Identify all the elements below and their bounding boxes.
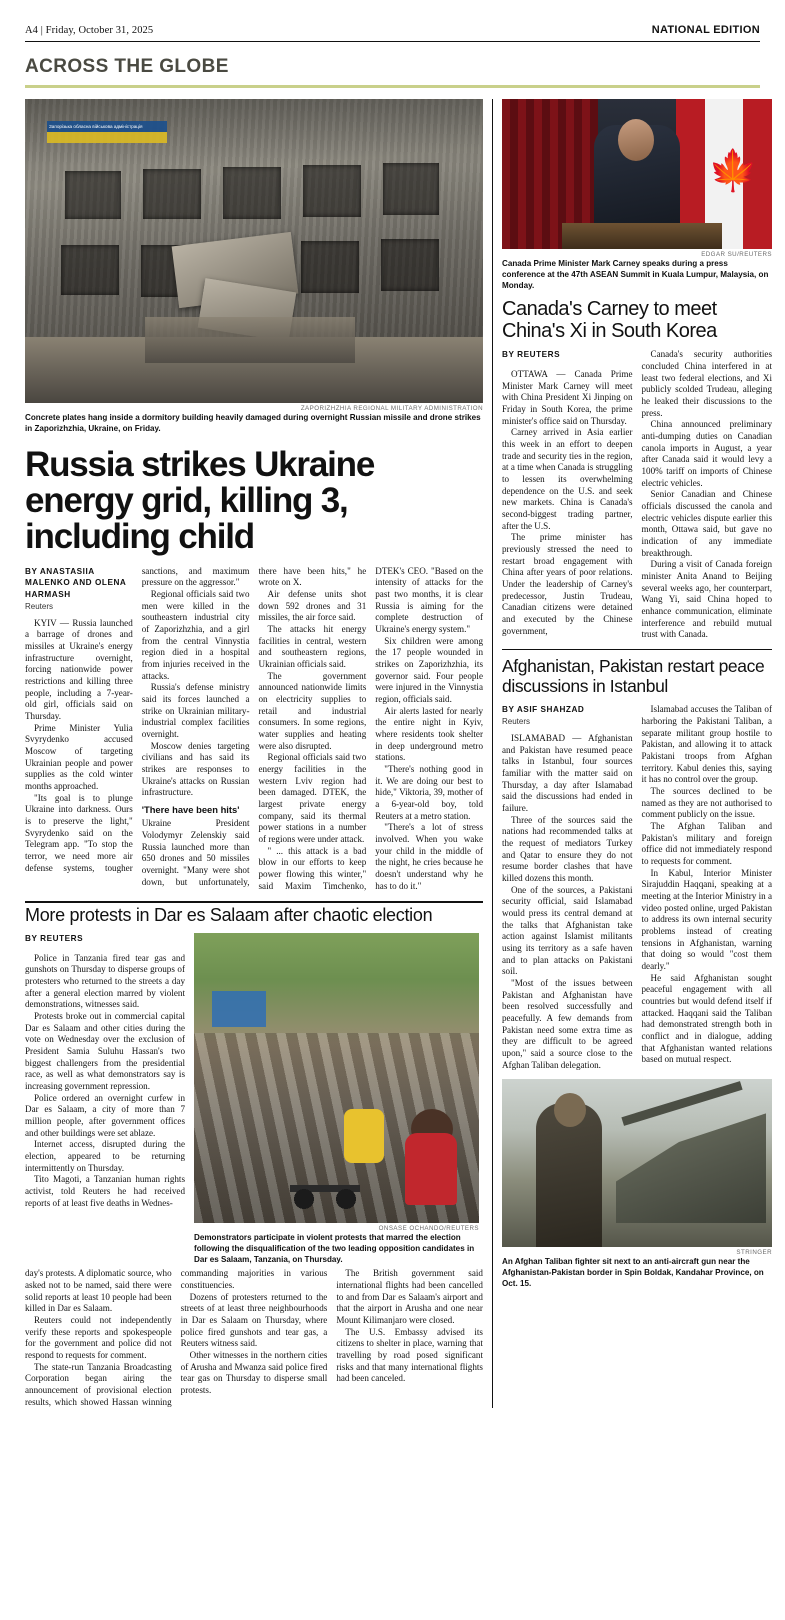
photo-caption: Canada Prime Minister Mark Carney speaks during a press conference at the 47th ASEAN Summit in Kuala Lumpur, Malaysia, on Monday. <box>502 259 769 290</box>
paragraph: Prime Minister Yulia Svyrydenko accused Moscow of targeting Ukrainian people and power supplies as the cold winter months approached. <box>25 722 133 791</box>
paragraph: Protests broke out in commercial capital Dar es Salaam and other cities during the vote on Wednesday over the exclusion of President Samia Suluhu Hassan's two biggest challengers from the presidential race, as well as what demonstrators say is increasing government repression. <box>25 1011 185 1092</box>
paragraph: Other witnesses in the northern cities of Arusha and Mwanza said police fired tear gas on Thursday to disperse small protests. <box>180 1349 328 1395</box>
paragraph: The prime minister has previously stressed the need to restart broad engagement with China after years of poor relations. Under the leadership of Carney's predecessor, Justin Trudeau, Canadian citizens were detained and executed by the Chinese government, <box>502 532 633 636</box>
paragraph: Reuters could not independently verify these reports and spokespeople for the government and police did not respond to requests for comment. <box>25 1314 172 1360</box>
paragraph: The U.S. Embassy advised its citizens to shelter in place, warning that travelling by road posed significant risks and that many international flights had been canceled. <box>336 1326 483 1384</box>
paragraph: day's protests. A diplomatic source, who asked not to be named, said there were solid reports at least 10 people had been killed in Dar es Salaam. <box>25 1268 172 1314</box>
paragraph: OTTAWA — Canada Prime Minister Mark Carney will meet with China President Xi Jinping on Friday in South Korea, the prime minister's office said on Thursday. <box>502 368 633 426</box>
paragraph: The government announced nationwide limits on electricity supplies to retail and industrial consumers. In some regions, water supplies and heating were also disrupted. <box>258 670 367 751</box>
photo-credit: STRINGER <box>736 1249 772 1257</box>
section-rule <box>25 85 760 88</box>
paragraph: The Afghan Taliban and Pakistan's military and foreign office did not immediately respond to requests for comment. <box>641 820 772 866</box>
paragraph: The British government said international flights had been cancelled to and from Dar es Salaam's airport and that the airport in Arusha and one near Mount Kilimanjaro were closed. <box>336 1268 483 1325</box>
lead-agency: Reuters <box>25 601 54 611</box>
paragraph: "There's nothing good in it. We are doing our best to hide," Viktoria, 39, mother of a 6-year-old boy, told Reuters at a metro station. <box>375 764 483 821</box>
photo-credit: ONSASE OCHANDO/REUTERS <box>378 1225 479 1233</box>
canada-headline: Canada's Carney to meet China's Xi in South Korea <box>502 298 717 343</box>
paragraph: Six children were among the 17 people wounded in strikes on Zaporizhzhia, its governor said. Four people were injured in the Vinnystia region, officials said. <box>375 635 483 705</box>
paragraph: Internet access, disrupted during the election, appeared to be returning intermittently on Thursday. <box>25 1139 185 1173</box>
paragraph: Carney arrived in Asia earlier this week in an effort to deepen trade and security ties in the region, at a time when Canada is struggling to lessen its overwhelming dependence on the U.S. and seek new markets. China is Canada's second-biggest trading partner, after the U.S. <box>502 427 633 531</box>
paragraph: Tito Magoti, a Tanzanian human rights activist, told Reuters he had received reports of at least five deaths in Wednes- <box>25 1174 185 1208</box>
paragraph: The attacks hit energy facilities in central, western and southeastern regions, Ukrainian officials said. <box>258 624 367 670</box>
photo-caption: Concrete plates hang inside a dormitory building heavily damaged during overnight Russian missile and drone strikes in Zaporizhzhia, Ukraine, on Friday. <box>25 413 481 433</box>
section-header <box>25 42 760 88</box>
protester-yellow-shirt <box>344 1109 384 1163</box>
afghan-byline: BY ASIF SHAHZAD <box>502 705 585 715</box>
paragraph: Air defense units shot down 592 drones and 31 missiles, the air force said. <box>258 589 367 623</box>
tanzania-headline: More protests in Dar es Salaam after chaotic election <box>25 904 433 925</box>
paragraph: Ukraine President Volodymyr Zelenskiy said Russia launched more than 650 drones and 50 missiles overnight. "Many were shot down, but unfortunately, there have been hits," he wrote on X. <box>141 565 367 887</box>
right-column <box>492 99 772 1408</box>
afghan-headline: Afghanistan, Pakistan restart peace discussions in Istanbul <box>502 656 765 696</box>
paragraph: Dozens of protesters returned to the streets of at least three neighbourhoods in Dar es Salaam on Thursday, where police fired gunshots and tear gas, a Reuters witness said. <box>180 1291 328 1349</box>
canada-byline: BY REUTERS <box>502 350 561 360</box>
story-divider <box>25 901 483 902</box>
photo-credit: EDGAR SU/REUTERS <box>701 251 772 258</box>
lead-byline: BY ANASTASIIA MALENKO AND OLENA HARMASH <box>25 566 127 599</box>
gun-barrel <box>621 1081 742 1126</box>
dar-es-salaam-protest-photo <box>194 933 479 1223</box>
paragraph: The sources declined to be named as they are not authorised to comment publicly on the issue. <box>641 785 772 820</box>
paragraph: He said Afghanistan sought peaceful engagement with all countries but would defend itself if attacked. Haqqani said the Taliban had demonstrated strength both in conflict and in dialogue, adding that Afghanistan wanted relations based on mutual respect. <box>641 972 772 1065</box>
paragraph: Air alerts lasted for nearly the entire night in Kyiv, where residents took shelter in deep underground metro stations. <box>375 705 483 763</box>
story-divider <box>502 649 772 650</box>
left-column <box>25 99 483 1408</box>
afghan-taliban-anti-aircraft-gun-photo <box>502 1079 772 1247</box>
paragraph: KYIV — Russia launched a barrage of drones and missiles at Ukraine's energy infrastructure overnight, forcing nationwide power restrictions and killing three people, including a 7-year-old girl, officials said on Thursday. <box>25 617 133 721</box>
ukraine-admin-banner-text: Запорізька обласна військова адміністрація <box>49 124 143 129</box>
lead-story-body <box>25 566 483 893</box>
protester-red-shirt <box>405 1133 457 1205</box>
paragraph: Islamabad accuses the Taliban of harboring the Pakistani Taliban, a separate militant group hostile to Pakistan, and allowing it to attack Pakistani troops from Afghan territory. Kabul denies this, saying it has no control over the group. <box>641 704 772 785</box>
photo-caption: An Afghan Taliban fighter sit next to an anti-aircraft gun near the Afghanistan-Pakistan border in Spin Boldak, Kandahar Province, on Oct. 15. <box>502 1257 764 1288</box>
tanzania-intro-block <box>25 933 483 1268</box>
tanzania-story-body <box>25 1268 483 1408</box>
canada-story-body <box>502 349 772 641</box>
paragraph: The state-run Tanzania Broadcasting Corporation began airing the announcement of provisional election results, which showed Hassan winning commanding majorities in various constituencies. <box>25 1268 328 1407</box>
street-sign <box>212 991 266 1027</box>
paragraph: Canada's security authorities concluded China interfered in at least two federal elections, and Xi publicly scolded Trudeau, alleging he leaked their discussions to the press. <box>641 349 772 418</box>
paragraph: Three of the sources said the nations had recommended talks at the request of mediators Turkey and Qatar to ensure they do not resume border clashes that have killed dozens this month. <box>502 814 633 883</box>
edition-label: NATIONAL EDITION <box>651 24 760 36</box>
paragraph: One of the sources, a Pakistani security official, said Islamabad would press its central demand at the talks that Afghanistan take action against Islamist militants using its territory as a safe haven and to plan attacks on Pakistani soil. <box>502 884 633 977</box>
masthead <box>25 0 760 42</box>
damaged-dormitory-photo <box>25 99 483 403</box>
lead-subhead: 'There have been hits' <box>141 804 240 816</box>
afghan-agency: Reuters <box>502 716 531 726</box>
podium <box>562 223 722 249</box>
paragraph: Moscow denies targeting civilians and has said its strikes are responses to Ukraine's attacks on Russian infrastructure. <box>141 740 250 798</box>
mark-carney-press-conference-photo <box>502 99 772 249</box>
speaker-head <box>618 119 654 161</box>
paragraph: Police ordered an overnight curfew in Dar es Salaam, a city of more than 7 million people, after government offices and other buildings were set ablaze. <box>25 1092 185 1138</box>
paragraph: Police in Tanzania fired tear gas and gunshots on Thursday to disperse groups of protesters who returned to the streets a day after a general election marred by violent demonstrations, witnesses said. <box>25 952 185 1010</box>
page-grid <box>25 99 772 1408</box>
paragraph: Regional officials said two energy facilities in the western Lviv region had been damaged. DTEK, the largest private energy company, said its thermal power stations in a number of regions were under attack. <box>258 752 367 845</box>
anti-aircraft-gun <box>616 1113 766 1223</box>
photo-caption: Demonstrators participate in violent protests that marred the election following the disqualification of the two leading opposition candidates in Dar es Salaam, Tanzania, on Thursday. <box>194 1233 475 1264</box>
tanzania-byline: BY REUTERS <box>25 934 84 944</box>
paragraph: During a visit of Canada foreign minister Anita Anand to Beijing several weeks ago, her counterpart, Wang Yi, said China hoped to enhance communication, eliminate interference and rebuild mutual trust with Canada. <box>641 559 772 640</box>
paragraph: ISLAMABAD — Afghanistan and Pakistan have resumed peace talks in Istanbul, four sources familiar with the matter said on Thursday, a day after Islamabad said the discussions had ended in failure. <box>502 732 633 813</box>
paragraph: "Most of the issues between Pakistan and Afghanistan have been resolved successfully and peacefully. A few demands from Pakistan need some extra time as they are difficult to be agreed upon," said a source close to the Afghan Taliban delegation. <box>502 977 633 1070</box>
photo-credit: ZAPORIZHZHIA REGIONAL MILITARY ADMINISTRATION <box>300 405 483 412</box>
motorcycle <box>290 1169 360 1209</box>
lead-headline: Russia strikes Ukraine energy grid, killing 3, including child <box>25 444 375 557</box>
paragraph: In Kabul, Interior Minister Sirajuddin Haqqani, speaking at a meeting at the Interior Ministry in a video posted online, urged Pakistan to address its own internal security problems instead of creating tensions in Afghanistan, warning that doing so would "cost them dearly." <box>641 867 772 972</box>
paragraph: China announced preliminary anti-dumping duties on Canadian canola imports in August, a year after Canada said it would levy a 100% tariff on imports of Chinese electric vehicles. <box>641 419 772 488</box>
maple-leaf-icon: 🍁 <box>708 148 758 193</box>
paragraph: "There's a lot of stress involved. When you wake your child in the middle of the night, he cries because he doesn't understand why he has to do it." <box>375 822 483 891</box>
paragraph: Russia's defense ministry said its forces launched a strike on Ukrainian military-industrial complex facilities overnight. <box>141 682 250 740</box>
paragraph: "Its goal is to plunge Ukraine into darkness. Ours is to preserve the light," Svyrydenko said on the Telegram app. "To stop the terror, we need more air defense systems, tougher sanctions, and maximum pressure on the aggressor." <box>25 565 250 873</box>
paragraph: Senior Canadian and Chinese officials discussed the canola and electric vehicles dispute earlier this month, Ottawa said, but gave no indication of any immediate breakthrough. <box>641 489 772 558</box>
paragraph: Regional officials said two men were killed in the southeastern industrial city of Zaporizhzhia, and a girl from the central Vinnystia region died in a hospital from injuries received in the attacks. <box>141 589 250 681</box>
page-folio: A4 | Friday, October 31, 2025 <box>25 25 154 36</box>
tanzania-intro-column <box>25 933 185 1268</box>
section-title: ACROSS THE GLOBE <box>25 56 229 77</box>
paragraph: " ... this attack is a bad blow in our efforts to keep power flowing this winter," said Maxim Timchenko, DTEK's CEO. "Based on the intensity of attacks for the past two months, it is clear Russia is aiming for the complete destruction of Ukraine's energy system." <box>258 565 483 891</box>
afghan-story-body <box>502 704 772 1071</box>
